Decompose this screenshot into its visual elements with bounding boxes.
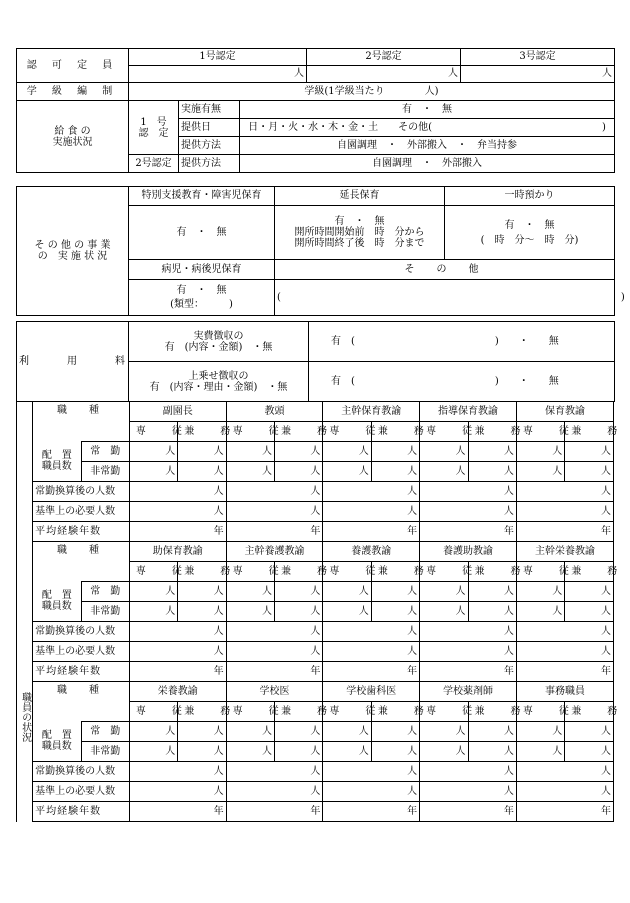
byouji-header: 病児・病後児保育 bbox=[129, 260, 275, 280]
jokin-label: 常 勤 bbox=[81, 722, 129, 742]
senju-header: 専 従 bbox=[226, 702, 274, 722]
kansan-cell[interactable]: 人 bbox=[420, 762, 517, 782]
teiin-col-1: 1号認定 bbox=[129, 49, 307, 66]
kansan-cell[interactable]: 人 bbox=[516, 762, 613, 782]
hijokin-cell[interactable]: 人 bbox=[323, 462, 371, 482]
keiken-cell[interactable]: 年 bbox=[323, 522, 420, 542]
keiken-cell[interactable]: 年 bbox=[226, 802, 323, 822]
jokin-cell[interactable]: 人 bbox=[129, 442, 177, 462]
jokin-cell[interactable]: 人 bbox=[420, 582, 468, 602]
hijokin-cell[interactable]: 人 bbox=[371, 742, 419, 762]
jokin-cell[interactable]: 人 bbox=[565, 722, 614, 742]
haichi-label: 配 置 職員数 bbox=[33, 582, 81, 622]
jokin-cell[interactable]: 人 bbox=[468, 582, 516, 602]
main-form-table bbox=[16, 48, 615, 173]
hitsuyo-cell[interactable]: 人 bbox=[516, 782, 613, 802]
kenmu-header: 兼 務 bbox=[178, 702, 226, 722]
keiken-label: 平均経験年数 bbox=[33, 522, 130, 542]
hitsuyo-label: 基準上の必要人数 bbox=[33, 782, 130, 802]
haichi-label: 配 置 職員数 bbox=[33, 722, 81, 762]
hijokin-cell[interactable]: 人 bbox=[565, 602, 614, 622]
hitsuyo-cell[interactable]: 人 bbox=[129, 782, 226, 802]
kenmu-header: 兼 務 bbox=[178, 562, 226, 582]
sonota-header: そ の 他 bbox=[275, 260, 615, 280]
kansan-cell[interactable]: 人 bbox=[226, 762, 323, 782]
kenmu-header: 兼 務 bbox=[371, 422, 419, 442]
gakkyu-label: 学 級 編 制 bbox=[17, 83, 129, 101]
keiken-cell[interactable]: 年 bbox=[226, 662, 323, 682]
houhou1-value[interactable]: 自園調理 ・ 外部搬入 ・ 弁当持参 bbox=[337, 139, 517, 151]
jippi-value[interactable]: 有 ( ) ・ 無 bbox=[309, 322, 615, 362]
role-header: 養護助教諭 bbox=[420, 542, 517, 562]
hijokin-cell[interactable]: 人 bbox=[275, 602, 323, 622]
kansan-label: 常勤換算後の人数 bbox=[33, 622, 130, 642]
hijokin-cell[interactable]: 人 bbox=[226, 462, 274, 482]
jokin-cell[interactable]: 人 bbox=[178, 442, 226, 462]
hitsuyo-cell[interactable]: 人 bbox=[226, 642, 323, 662]
senju-header: 専 従 bbox=[323, 562, 371, 582]
jokin-cell[interactable]: 人 bbox=[323, 582, 371, 602]
role-header: 保育教諭 bbox=[516, 402, 613, 422]
kansan-cell[interactable]: 人 bbox=[323, 622, 420, 642]
kenmu-header: 兼 務 bbox=[468, 562, 516, 582]
role-header: 教頭 bbox=[226, 402, 323, 422]
jokin-cell[interactable]: 人 bbox=[516, 722, 564, 742]
teiin-col-2: 2号認定 bbox=[307, 49, 461, 66]
role-header: 学校歯科医 bbox=[323, 682, 420, 702]
jokin-cell[interactable]: 人 bbox=[275, 582, 323, 602]
keiken-cell[interactable]: 年 bbox=[516, 802, 613, 822]
keiken-cell[interactable]: 年 bbox=[323, 662, 420, 682]
keiken-cell[interactable]: 年 bbox=[516, 522, 613, 542]
jippi-label: 実費徴収の 有 (内容・金額) ・無 bbox=[129, 322, 309, 362]
hitsuyo-cell[interactable]: 人 bbox=[323, 782, 420, 802]
tokubetsu-value[interactable]: 有 ・ 無 bbox=[129, 206, 275, 260]
houhou1-label: 提供方法 bbox=[179, 137, 240, 154]
senju-header: 専 従 bbox=[323, 422, 371, 442]
senju-header: 専 従 bbox=[420, 422, 468, 442]
gakkyu-value[interactable]: 学級(1学級当たり 人) bbox=[129, 83, 615, 101]
keiken-cell[interactable]: 年 bbox=[226, 522, 323, 542]
keiken-label: 平均経験年数 bbox=[33, 802, 130, 822]
hijokin-cell[interactable]: 人 bbox=[323, 602, 371, 622]
jokin-cell[interactable]: 人 bbox=[275, 722, 323, 742]
kenmu-header: 兼 務 bbox=[371, 562, 419, 582]
ichiji-value[interactable]: 有 ・ 無 ( 時 分～ 時 分) bbox=[445, 206, 615, 260]
hitsuyo-cell[interactable]: 人 bbox=[323, 502, 420, 522]
jokin-cell[interactable]: 人 bbox=[371, 442, 419, 462]
jokin-cell[interactable]: 人 bbox=[178, 582, 226, 602]
jokin-cell[interactable]: 人 bbox=[275, 442, 323, 462]
encho-header: 延長保育 bbox=[275, 187, 445, 206]
shokushu-label: 職 種 bbox=[33, 682, 130, 722]
byouji-value[interactable]: 有 ・ 無 (類型： ) bbox=[129, 280, 275, 316]
encho-value[interactable]: 有 ・ 無 開所時間開始前 時 分から 開所時間終了後 時 分まで bbox=[275, 206, 445, 260]
teiin-value-1[interactable]: 人 bbox=[129, 66, 307, 83]
hijokin-cell[interactable]: 人 bbox=[420, 602, 468, 622]
hitsuyo-label: 基準上の必要人数 bbox=[33, 642, 130, 662]
keiken-cell[interactable]: 年 bbox=[420, 522, 517, 542]
hijokin-cell[interactable]: 人 bbox=[468, 602, 516, 622]
sonota-label: そ の 他 の 事 業 の 実 施 状 況 bbox=[17, 187, 129, 316]
shokushu-label: 職 種 bbox=[33, 542, 130, 582]
keiken-cell[interactable]: 年 bbox=[129, 522, 226, 542]
hijokin-cell[interactable]: 人 bbox=[129, 462, 177, 482]
hijokin-cell[interactable]: 人 bbox=[129, 602, 177, 622]
kenmu-header: 兼 務 bbox=[275, 562, 323, 582]
hijokin-cell[interactable]: 人 bbox=[275, 462, 323, 482]
senju-header: 専 従 bbox=[516, 562, 564, 582]
hitsuyo-cell[interactable]: 人 bbox=[420, 502, 517, 522]
hitsuyo-cell[interactable]: 人 bbox=[226, 782, 323, 802]
hitsuyo-cell[interactable]: 人 bbox=[516, 642, 613, 662]
kenmu-header: 兼 務 bbox=[468, 702, 516, 722]
keiken-cell[interactable]: 年 bbox=[420, 802, 517, 822]
senju-header: 専 従 bbox=[129, 422, 177, 442]
hitsuyo-cell[interactable]: 人 bbox=[420, 642, 517, 662]
teikyobi-value[interactable]: 日・月・火・水・木・金・土 その他( ) bbox=[248, 121, 606, 133]
kansan-cell[interactable]: 人 bbox=[129, 482, 226, 502]
jokin-cell[interactable]: 人 bbox=[226, 582, 274, 602]
kenmu-header: 兼 務 bbox=[468, 422, 516, 442]
riyoryo-table bbox=[16, 321, 615, 402]
hitsuyo-cell[interactable]: 人 bbox=[323, 642, 420, 662]
hijokin-cell[interactable]: 人 bbox=[226, 602, 274, 622]
kansan-cell[interactable]: 人 bbox=[129, 622, 226, 642]
jokin-cell[interactable]: 人 bbox=[323, 722, 371, 742]
hijokin-label: 非常勤 bbox=[81, 602, 129, 622]
hijokin-cell[interactable]: 人 bbox=[178, 462, 226, 482]
role-header: 主幹養護教諭 bbox=[226, 542, 323, 562]
kansan-label: 常勤換算後の人数 bbox=[33, 762, 130, 782]
uwanose-label: 上乗せ徴収の 有 (内容・理由・金額) ・無 bbox=[129, 362, 309, 402]
jokin-cell[interactable]: 人 bbox=[565, 442, 614, 462]
jokin-cell[interactable]: 人 bbox=[420, 722, 468, 742]
hijokin-cell[interactable]: 人 bbox=[516, 462, 564, 482]
jokin-cell[interactable]: 人 bbox=[516, 442, 564, 462]
hitsuyo-cell[interactable]: 人 bbox=[226, 502, 323, 522]
shokushu-label: 職 種 bbox=[33, 402, 130, 442]
hijokin-cell[interactable]: 人 bbox=[226, 742, 274, 762]
ichiji-header: 一時預かり bbox=[445, 187, 615, 206]
hijokin-cell[interactable]: 人 bbox=[516, 602, 564, 622]
jisshi-value[interactable]: 有 ・ 無 bbox=[402, 103, 452, 115]
kansan-cell[interactable]: 人 bbox=[323, 482, 420, 502]
kansan-cell[interactable]: 人 bbox=[226, 622, 323, 642]
kansan-cell[interactable]: 人 bbox=[516, 482, 613, 502]
jokin-cell[interactable]: 人 bbox=[226, 722, 274, 742]
teiin-col-3: 3号認定 bbox=[461, 49, 615, 66]
sonota-jigyo-table bbox=[16, 186, 625, 316]
hijokin-cell[interactable]: 人 bbox=[420, 462, 468, 482]
kansan-cell[interactable]: 人 bbox=[516, 622, 613, 642]
keiken-cell[interactable]: 年 bbox=[420, 662, 517, 682]
haichi-label: 配 置 職員数 bbox=[33, 442, 81, 482]
hitsuyo-cell[interactable]: 人 bbox=[420, 782, 517, 802]
hijokin-cell[interactable]: 人 bbox=[565, 742, 614, 762]
kenmu-header: 兼 務 bbox=[565, 562, 614, 582]
kansan-cell[interactable]: 人 bbox=[420, 482, 517, 502]
senju-header: 専 従 bbox=[226, 422, 274, 442]
role-header: 養護教諭 bbox=[323, 542, 420, 562]
teikyobi-label: 提供日 bbox=[179, 119, 240, 136]
role-header: 学校薬剤師 bbox=[420, 682, 517, 702]
senju-header: 専 従 bbox=[420, 562, 468, 582]
hitsuyo-cell[interactable]: 人 bbox=[129, 642, 226, 662]
jisshi-label: 実施有無 bbox=[179, 101, 240, 118]
jokin-cell[interactable]: 人 bbox=[129, 722, 177, 742]
keiken-cell[interactable]: 年 bbox=[129, 662, 226, 682]
hijokin-cell[interactable]: 人 bbox=[468, 742, 516, 762]
kansan-cell[interactable]: 人 bbox=[226, 482, 323, 502]
jokin-cell[interactable]: 人 bbox=[468, 722, 516, 742]
kyushoku-label: 給 食 の 実施状況 bbox=[17, 101, 129, 173]
sonota-value[interactable]: ( ) bbox=[275, 280, 615, 316]
hijokin-cell[interactable]: 人 bbox=[420, 742, 468, 762]
kenmu-header: 兼 務 bbox=[565, 702, 614, 722]
role-header: 学校医 bbox=[226, 682, 323, 702]
keiken-cell[interactable]: 年 bbox=[516, 662, 613, 682]
kenmu-header: 兼 務 bbox=[565, 422, 614, 442]
jokin-cell[interactable]: 人 bbox=[468, 442, 516, 462]
kyushoku-nintei1: 1 号 認 定 bbox=[129, 101, 179, 155]
keiken-cell[interactable]: 年 bbox=[129, 802, 226, 822]
uwanose-value[interactable]: 有 ( ) ・ 無 bbox=[309, 362, 615, 402]
riyoryo-label: 利 用 料 bbox=[17, 322, 129, 402]
kenmu-header: 兼 務 bbox=[371, 702, 419, 722]
kenmu-header: 兼 務 bbox=[275, 702, 323, 722]
jokin-cell[interactable]: 人 bbox=[178, 722, 226, 742]
role-header: 助保育教諭 bbox=[129, 542, 226, 562]
hijokin-cell[interactable]: 人 bbox=[275, 742, 323, 762]
keiken-cell[interactable]: 年 bbox=[323, 802, 420, 822]
houhou2-value[interactable]: 自園調理 ・ 外部搬入 bbox=[372, 157, 482, 169]
hijokin-label: 非常勤 bbox=[81, 742, 129, 762]
hijokin-cell[interactable]: 人 bbox=[178, 602, 226, 622]
role-header: 指導保育教諭 bbox=[420, 402, 517, 422]
senju-header: 専 従 bbox=[516, 702, 564, 722]
hijokin-label: 非常勤 bbox=[81, 462, 129, 482]
role-header: 主幹保育教諭 bbox=[323, 402, 420, 422]
kenmu-header: 兼 務 bbox=[178, 422, 226, 442]
hijokin-cell[interactable]: 人 bbox=[371, 462, 419, 482]
jokin-cell[interactable]: 人 bbox=[371, 582, 419, 602]
jokin-cell[interactable]: 人 bbox=[565, 582, 614, 602]
jokin-cell[interactable]: 人 bbox=[226, 442, 274, 462]
hitsuyo-cell[interactable]: 人 bbox=[516, 502, 613, 522]
shokuin-side-label: 職員の状況 bbox=[17, 402, 33, 822]
senju-header: 専 従 bbox=[420, 702, 468, 722]
jokin-cell[interactable]: 人 bbox=[323, 442, 371, 462]
teiin-label: 認 可 定 員 bbox=[17, 49, 129, 83]
hitsuyo-cell[interactable]: 人 bbox=[129, 502, 226, 522]
kansan-cell[interactable]: 人 bbox=[129, 762, 226, 782]
jokin-cell[interactable]: 人 bbox=[129, 582, 177, 602]
senju-header: 専 従 bbox=[129, 702, 177, 722]
role-header: 栄養教諭 bbox=[129, 682, 226, 702]
role-header: 主幹栄養教諭 bbox=[516, 542, 613, 562]
kansan-cell[interactable]: 人 bbox=[323, 762, 420, 782]
tokubetsu-header: 特別支援教育・障害児保育 bbox=[129, 187, 275, 206]
senju-header: 専 従 bbox=[516, 422, 564, 442]
kyushoku-nintei2: 2号認定 bbox=[129, 155, 179, 173]
hijokin-cell[interactable]: 人 bbox=[565, 462, 614, 482]
hijokin-cell[interactable]: 人 bbox=[323, 742, 371, 762]
kansan-label: 常勤換算後の人数 bbox=[33, 482, 130, 502]
hijokin-cell[interactable]: 人 bbox=[129, 742, 177, 762]
jokin-cell[interactable]: 人 bbox=[516, 582, 564, 602]
kenmu-header: 兼 務 bbox=[275, 422, 323, 442]
jokin-cell[interactable]: 人 bbox=[371, 722, 419, 742]
houhou2-label: 提供方法 bbox=[179, 155, 240, 172]
hijokin-cell[interactable]: 人 bbox=[178, 742, 226, 762]
jokin-cell[interactable]: 人 bbox=[420, 442, 468, 462]
senju-header: 専 従 bbox=[226, 562, 274, 582]
senju-header: 専 従 bbox=[323, 702, 371, 722]
hijokin-cell[interactable]: 人 bbox=[371, 602, 419, 622]
kansan-cell[interactable]: 人 bbox=[420, 622, 517, 642]
senju-header: 専 従 bbox=[129, 562, 177, 582]
role-header: 事務職員 bbox=[516, 682, 613, 702]
role-header: 副園長 bbox=[129, 402, 226, 422]
jokin-label: 常 勤 bbox=[81, 442, 129, 462]
hijokin-cell[interactable]: 人 bbox=[516, 742, 564, 762]
jokin-label: 常 勤 bbox=[81, 582, 129, 602]
hijokin-cell[interactable]: 人 bbox=[468, 462, 516, 482]
hitsuyo-label: 基準上の必要人数 bbox=[33, 502, 130, 522]
teiin-value-3[interactable]: 人 bbox=[461, 66, 615, 83]
teiin-value-2[interactable]: 人 bbox=[307, 66, 461, 83]
shokuin-table bbox=[16, 401, 626, 822]
keiken-label: 平均経験年数 bbox=[33, 662, 130, 682]
